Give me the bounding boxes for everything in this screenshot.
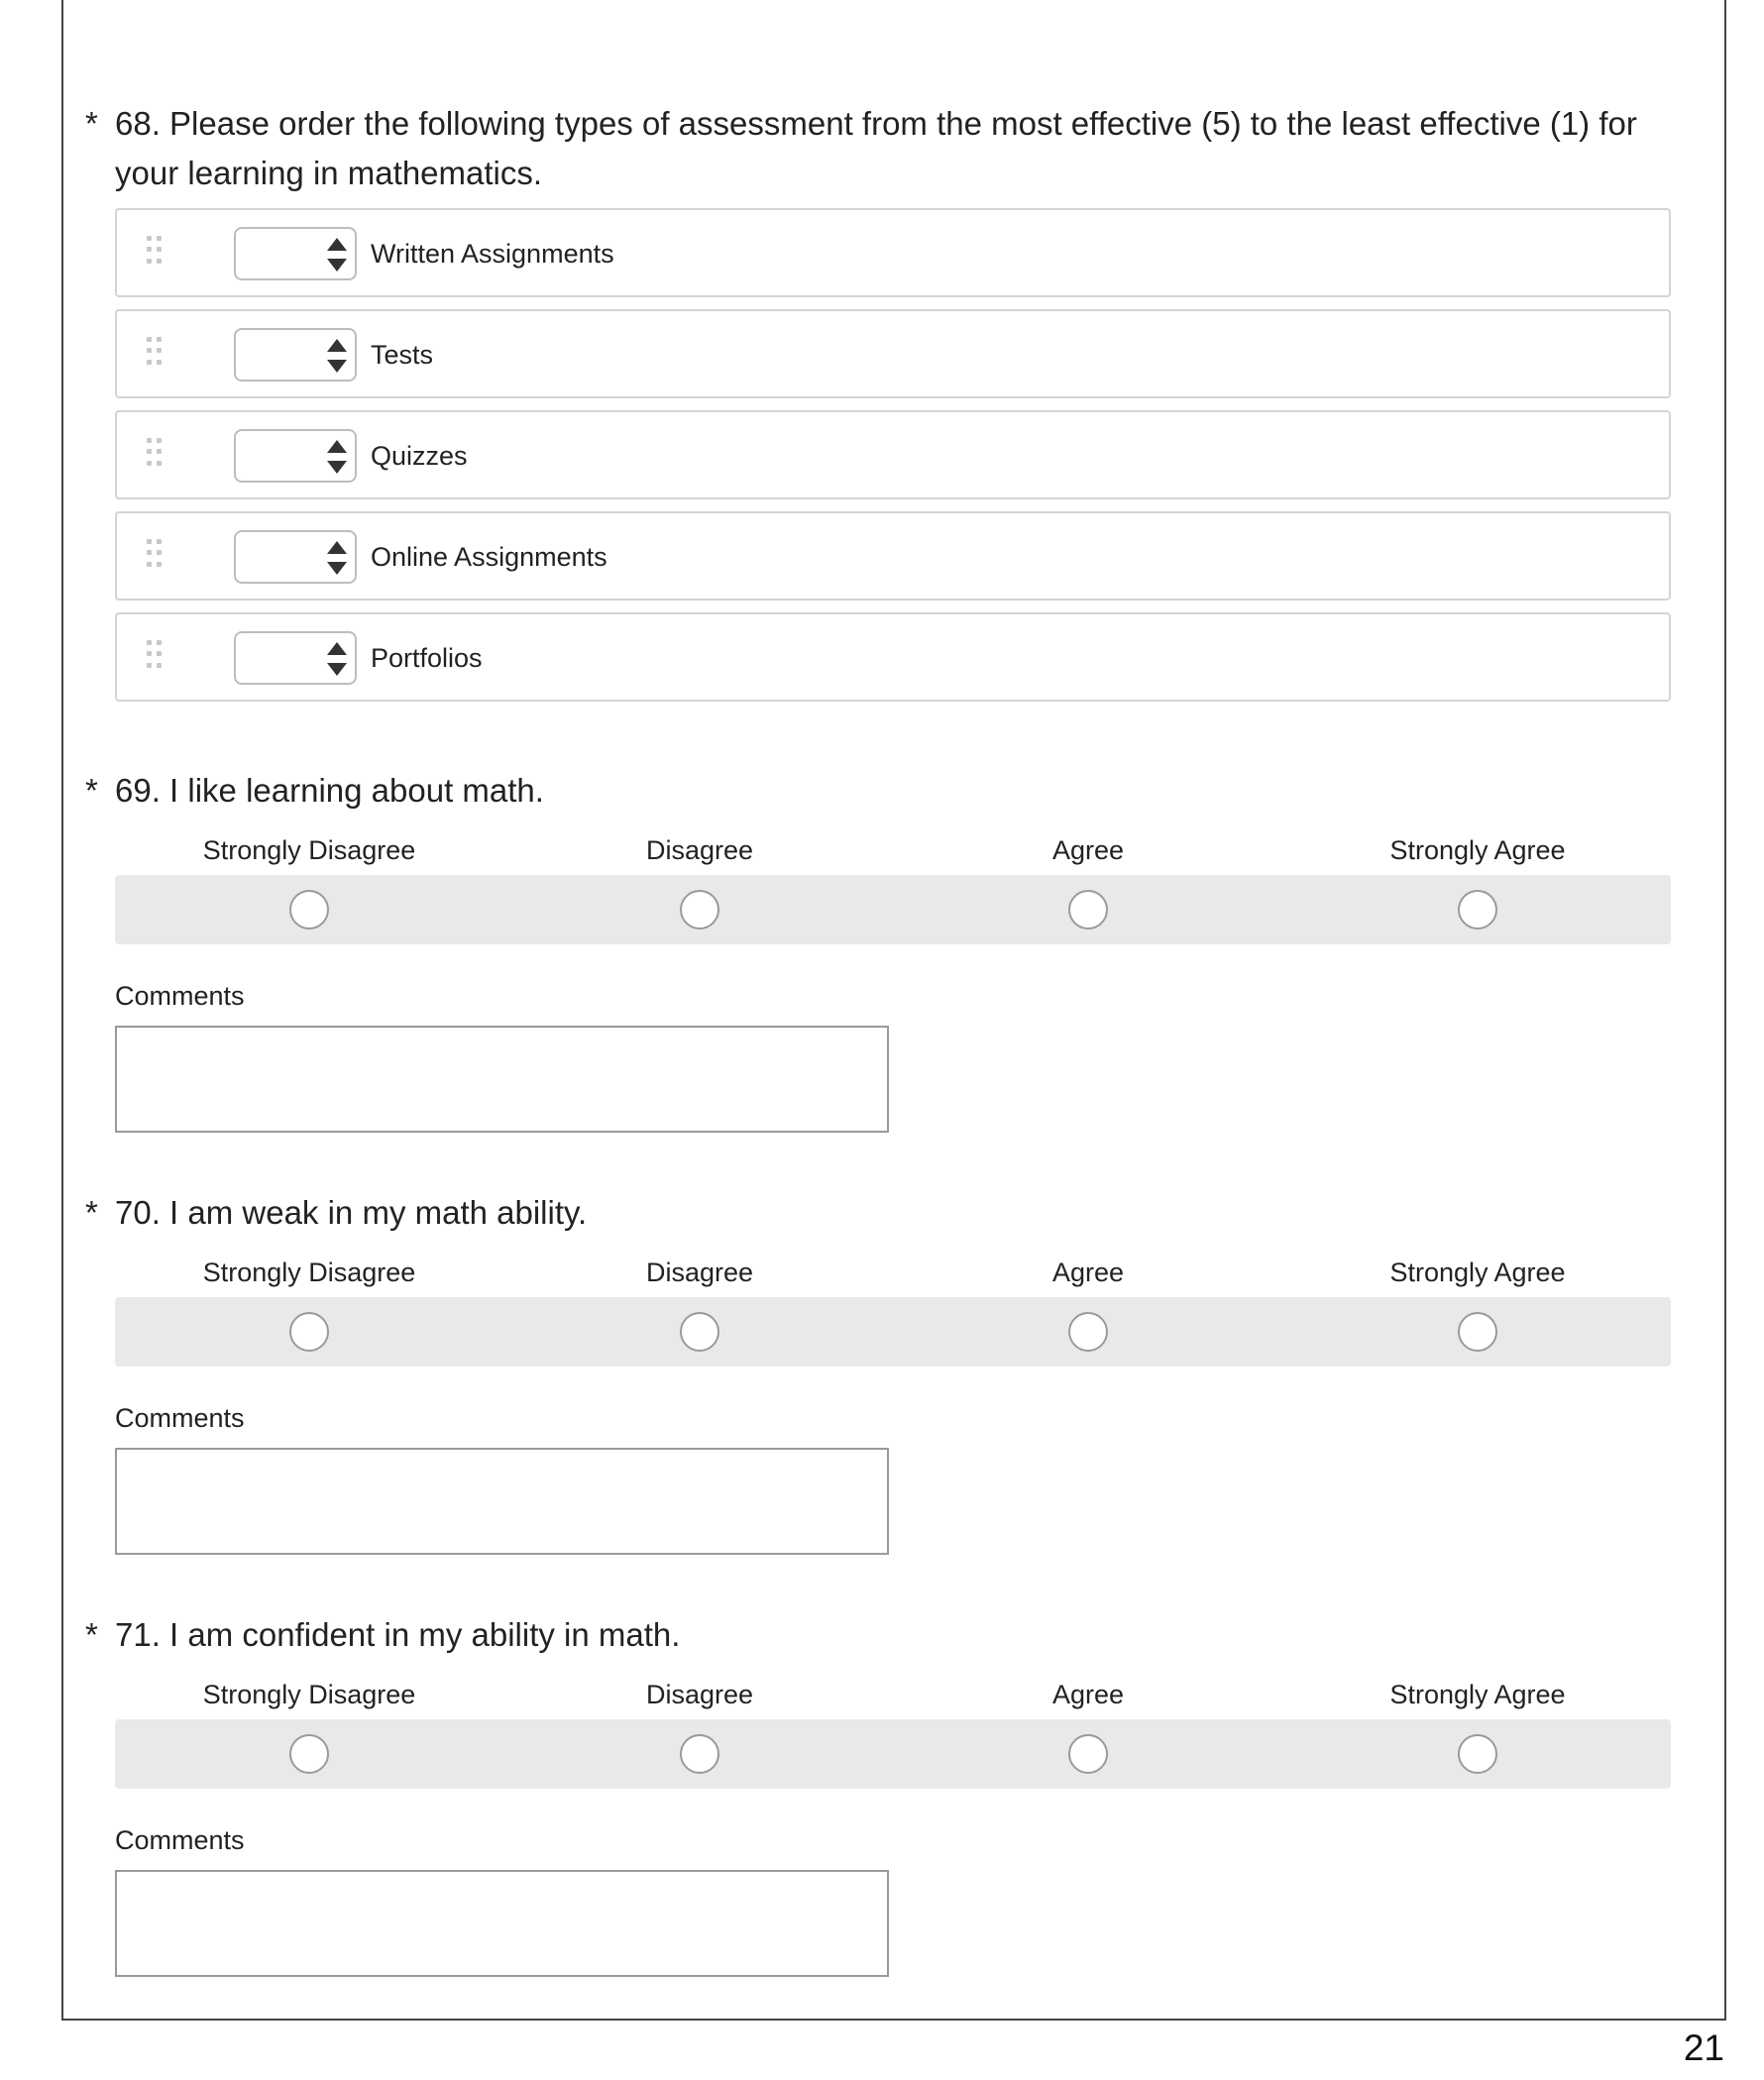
radio-strongly-disagree[interactable] — [289, 1734, 329, 1774]
scale-label-strongly-agree: Strongly Agree — [1389, 1258, 1566, 1287]
required-asterisk: * — [85, 772, 98, 809]
scale-label-agree: Agree — [1051, 835, 1125, 865]
radio-disagree[interactable] — [680, 1734, 719, 1774]
required-asterisk: * — [85, 1194, 98, 1231]
question-68-title: 68. Please order the following types of assessment from the most effective (5) to the least effective (1) for your learning in mathematics. — [115, 105, 1637, 191]
scale-label-disagree: Disagree — [645, 1258, 754, 1287]
radio-disagree[interactable] — [680, 1312, 719, 1352]
comments-textarea[interactable] — [115, 1026, 889, 1133]
ranking-row-tests[interactable] — [115, 309, 1671, 398]
question-70-title: 70. I am weak in my math ability. — [115, 1194, 588, 1231]
updown-arrows-icon — [327, 339, 347, 373]
scale-label-strongly-agree: Strongly Agree — [1389, 1680, 1566, 1709]
radio-agree[interactable] — [1068, 1734, 1108, 1774]
question-68-title-row — [85, 99, 1671, 198]
ranking-item-label: Online Assignments — [371, 542, 607, 572]
scale-label-strongly-disagree: Strongly Disagree — [202, 1258, 416, 1287]
question-69 — [85, 766, 1671, 1133]
updown-arrows-icon — [327, 541, 347, 575]
comments-label: Comments — [115, 981, 245, 1011]
rank-select[interactable] — [234, 328, 357, 382]
drag-handle-icon[interactable] — [147, 236, 165, 266]
ranking-list — [115, 208, 1671, 702]
comments-textarea[interactable] — [115, 1448, 889, 1555]
likert-radio-bar — [115, 1719, 1671, 1789]
updown-arrows-icon — [327, 238, 347, 272]
required-asterisk: * — [85, 105, 98, 142]
scale-label-agree: Agree — [1051, 1258, 1125, 1287]
likert-scale-labels — [115, 1674, 1671, 1719]
ranking-item-label: Portfolios — [371, 643, 483, 673]
question-71-title-row — [85, 1610, 1671, 1660]
comments-label: Comments — [115, 1825, 245, 1855]
drag-handle-icon[interactable] — [147, 539, 165, 569]
question-71-title: 71. I am confident in my ability in math. — [115, 1616, 681, 1653]
radio-strongly-agree[interactable] — [1458, 1312, 1497, 1352]
required-asterisk: * — [85, 1616, 98, 1653]
scale-label-agree: Agree — [1051, 1680, 1125, 1709]
rank-select[interactable] — [234, 227, 357, 280]
updown-arrows-icon — [327, 440, 347, 474]
question-69-title: 69. I like learning about math. — [115, 772, 544, 809]
scale-label-disagree: Disagree — [645, 835, 754, 865]
comments-label: Comments — [115, 1403, 245, 1433]
question-71 — [85, 1610, 1671, 1977]
radio-agree[interactable] — [1068, 890, 1108, 930]
scale-label-disagree: Disagree — [645, 1680, 754, 1709]
radio-strongly-disagree[interactable] — [289, 890, 329, 930]
updown-arrows-icon — [327, 642, 347, 676]
ranking-row-portfolios[interactable] — [115, 612, 1671, 702]
radio-strongly-agree[interactable] — [1458, 890, 1497, 930]
question-68 — [85, 99, 1671, 713]
radio-disagree[interactable] — [680, 890, 719, 930]
radio-strongly-agree[interactable] — [1458, 1734, 1497, 1774]
ranking-item-label: Written Assignments — [371, 239, 614, 269]
ranking-item-label: Tests — [371, 340, 434, 370]
page-number: 21 — [1683, 2027, 1724, 2068]
likert-scale-labels — [115, 829, 1671, 875]
drag-handle-icon[interactable] — [147, 337, 165, 367]
scale-label-strongly-disagree: Strongly Disagree — [202, 835, 416, 865]
rank-select[interactable] — [234, 530, 357, 584]
rank-select[interactable] — [234, 429, 357, 483]
radio-agree[interactable] — [1068, 1312, 1108, 1352]
ranking-row-quizzes[interactable] — [115, 410, 1671, 499]
drag-handle-icon[interactable] — [147, 640, 165, 670]
ranking-item-label: Quizzes — [371, 441, 468, 471]
likert-radio-bar — [115, 1297, 1671, 1367]
ranking-row-written-assignments[interactable] — [115, 208, 1671, 297]
scale-label-strongly-agree: Strongly Agree — [1389, 835, 1566, 865]
rank-select[interactable] — [234, 631, 357, 685]
likert-radio-bar — [115, 875, 1671, 944]
ranking-row-online-assignments[interactable] — [115, 511, 1671, 601]
scale-label-strongly-disagree: Strongly Disagree — [202, 1680, 416, 1709]
comments-textarea[interactable] — [115, 1870, 889, 1977]
question-70-title-row — [85, 1188, 1671, 1238]
radio-strongly-disagree[interactable] — [289, 1312, 329, 1352]
likert-scale-labels — [115, 1252, 1671, 1297]
drag-handle-icon[interactable] — [147, 438, 165, 468]
question-70 — [85, 1188, 1671, 1555]
question-69-title-row — [85, 766, 1671, 816]
